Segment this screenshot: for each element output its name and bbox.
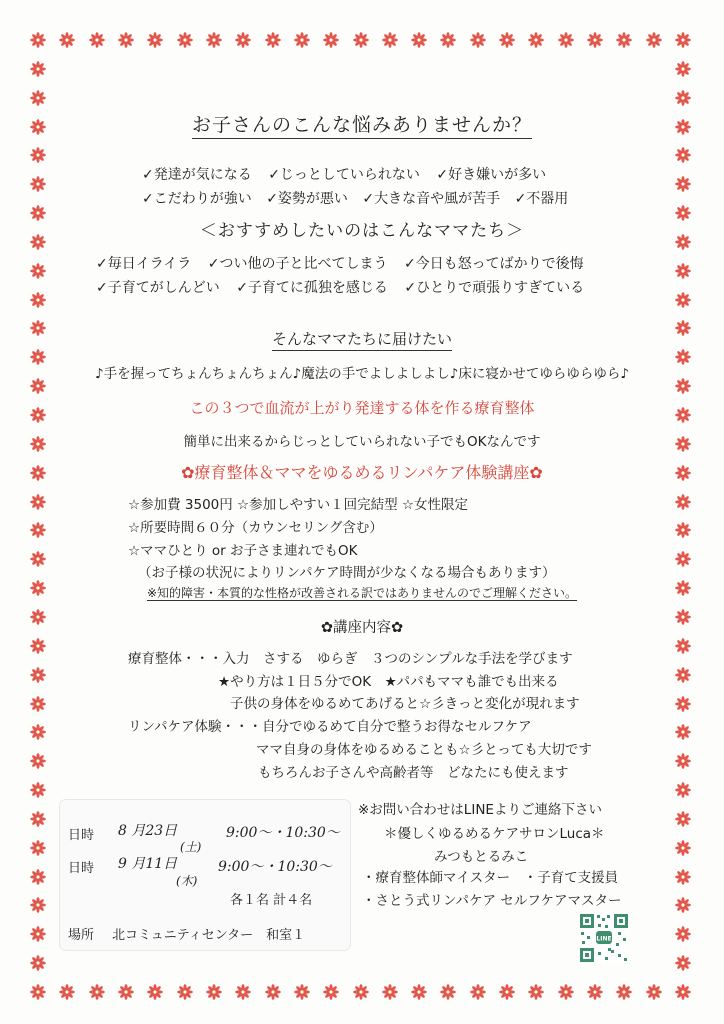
content-line: もちろんお子さんや高齢者等 どなたにも使えます xyxy=(258,765,569,781)
place-label: 場所 xyxy=(68,928,95,943)
mom-item: ✓つい他の子と比べてしまう xyxy=(207,256,388,272)
deliver-heading: そんなママたちに届けたい xyxy=(60,328,664,349)
flower-icon xyxy=(528,984,544,1000)
flower-icon xyxy=(675,32,691,48)
flower-icon xyxy=(30,465,46,481)
flower-icon xyxy=(675,90,691,106)
concern-row-2 xyxy=(142,188,568,208)
flower-icon xyxy=(675,349,691,365)
flower-icon xyxy=(89,984,105,1000)
flower-icon xyxy=(675,840,691,856)
flower-icon xyxy=(30,205,46,221)
content-line: ママ自身の身体をゆるめることも☆彡とっても大切です xyxy=(256,742,592,758)
mom-item: ✓毎日イライラ xyxy=(96,256,192,272)
concern-item: ✓じっとしていられない xyxy=(268,167,420,183)
flower-icon xyxy=(675,955,691,971)
flower-icon xyxy=(30,955,46,971)
flower-icon xyxy=(616,984,632,1000)
schedule-time-2: 9:00～・10:30～ xyxy=(218,859,332,875)
content-heading: ✿講座内容✿ xyxy=(320,620,404,636)
flower-icon xyxy=(675,782,691,798)
easy-line: 簡単に出来るからじっとしていられない子でもOKなんです xyxy=(183,434,541,450)
flower-icon xyxy=(147,984,163,1000)
flower-icon xyxy=(30,494,46,510)
flower-icon xyxy=(675,522,691,538)
qr-line-label: LINE xyxy=(596,935,612,943)
flower-icon xyxy=(675,638,691,654)
flower-icon xyxy=(411,984,427,1000)
flower-icon xyxy=(675,119,691,135)
flower-icon xyxy=(675,234,691,250)
flower-icon xyxy=(30,926,46,942)
flower-icon xyxy=(30,147,46,163)
place: 北コミュニティセンター 和室１ xyxy=(112,928,306,943)
flower-icon xyxy=(30,320,46,336)
page-title: お子さんのこんな悩みありませんか？ xyxy=(60,110,664,137)
concern-item: ✓好き嫌いが多い xyxy=(436,167,547,183)
flower-icon xyxy=(30,638,46,654)
flower-icon xyxy=(587,32,603,48)
flower-icon xyxy=(30,61,46,77)
flower-icon xyxy=(675,320,691,336)
contact-line: みつもとるみこ xyxy=(434,849,529,865)
contact-line: ・さとう式リンパケア セルフケアマスター xyxy=(362,893,622,909)
flower-icon xyxy=(675,551,691,567)
flower-icon xyxy=(675,609,691,625)
flower-icon xyxy=(30,782,46,798)
flower-icon xyxy=(30,724,46,740)
flower-icon xyxy=(89,32,105,48)
flower-icon xyxy=(30,436,46,452)
capacity: 各１名 計４名 xyxy=(230,893,313,908)
flower-icon xyxy=(177,984,193,1000)
flower-icon xyxy=(353,32,369,48)
flower-icon xyxy=(30,349,46,365)
flower-icon xyxy=(675,753,691,769)
flower-icon xyxy=(30,522,46,538)
flower-icon xyxy=(294,32,310,48)
schedule-day-2: (木) xyxy=(176,874,198,888)
flower-icon xyxy=(382,984,398,1000)
flower-icon xyxy=(147,32,163,48)
content-line: 療育整体・・・入力 さする ゆらぎ ３つのシンプルな手法を学びます xyxy=(128,651,573,667)
recommend-heading: ＜おすすめしたいのはこんなママたち＞ xyxy=(199,221,525,241)
flower-icon xyxy=(30,753,46,769)
flower-icon xyxy=(30,292,46,308)
flower-icon xyxy=(499,32,515,48)
concern-item: ✓姿勢が悪い xyxy=(266,191,348,207)
flower-icon xyxy=(30,32,46,48)
flower-icon xyxy=(675,263,691,279)
course-info-4: （お子様の状況によりリンパケア時間が少なくなる場合もあります） xyxy=(138,565,556,581)
flower-icon xyxy=(470,984,486,1000)
flower-icon xyxy=(499,984,515,1000)
highlight-red: この３つで血流が上がり発達する体を作る療育整体 xyxy=(189,399,535,417)
flower-icon xyxy=(675,667,691,683)
flower-icon xyxy=(675,897,691,913)
schedule-day-1: (土) xyxy=(180,840,202,854)
flower-icon xyxy=(528,32,544,48)
flower-icon xyxy=(30,551,46,567)
flower-icon xyxy=(30,667,46,683)
concern-item: ✓大きな音や風が苦手 xyxy=(362,191,501,207)
flower-icon xyxy=(118,32,134,48)
flower-icon xyxy=(616,32,632,48)
content-line: ★やり方は１日５分でOK ★パパもママも誰でも出来る xyxy=(218,674,559,690)
flower-icon xyxy=(265,984,281,1000)
flower-icon xyxy=(30,176,46,192)
flower-icon xyxy=(30,90,46,106)
contact-line: ＊優しくゆるめるケアサロンLuca＊ xyxy=(384,826,605,842)
flower-icon xyxy=(675,61,691,77)
concern-item: ✓不器用 xyxy=(514,191,569,207)
mom-item: ✓今日も怒ってばかりで後悔 xyxy=(403,256,584,272)
flower-icon xyxy=(675,696,691,712)
three-methods: ♪手を握ってちょんちょんちょん♪魔法の手でよしよしよし♪床に寝かせてゆらゆらゆら♪ xyxy=(95,366,629,382)
flower-icon xyxy=(177,32,193,48)
course-info-2: ☆所要時間６０分（カウンセリング含む） xyxy=(128,520,383,536)
flower-icon xyxy=(30,378,46,394)
mom-item: ✓ひとりで頑張りすぎている xyxy=(404,280,585,296)
flower-icon xyxy=(675,869,691,885)
schedule-date-1: 8 月23日 xyxy=(118,823,178,839)
flower-icon xyxy=(323,984,339,1000)
flower-icon xyxy=(30,840,46,856)
flower-icon xyxy=(382,32,398,48)
flower-icon xyxy=(675,984,691,1000)
mom-row-1 xyxy=(96,253,584,273)
concern-row-1 xyxy=(142,164,546,184)
flower-icon xyxy=(587,984,603,1000)
flower-icon xyxy=(675,494,691,510)
flower-icon xyxy=(440,984,456,1000)
schedule-label-1: 日時 xyxy=(68,828,95,843)
flower-icon xyxy=(675,811,691,827)
flower-icon xyxy=(206,32,222,48)
flower-icon xyxy=(440,32,456,48)
flower-icon xyxy=(30,811,46,827)
flower-icon xyxy=(675,465,691,481)
flower-icon xyxy=(675,292,691,308)
flower-icon xyxy=(30,234,46,250)
course-title: ✿療育整体＆ママをゆるめるリンパケア体験講座✿ xyxy=(181,463,543,482)
flower-icon xyxy=(470,32,486,48)
flower-icon xyxy=(265,32,281,48)
flower-icon xyxy=(30,869,46,885)
flower-icon xyxy=(675,724,691,740)
content-line: リンパケア体験・・・自分でゆるめて自分で整うお得なセルフケア xyxy=(128,719,532,735)
flower-icon xyxy=(558,32,574,48)
flower-icon xyxy=(675,205,691,221)
flower-icon xyxy=(675,580,691,596)
flower-icon xyxy=(353,984,369,1000)
flower-icon xyxy=(558,984,574,1000)
mom-row-2 xyxy=(96,277,584,297)
mom-item: ✓子育てがしんどい xyxy=(96,280,220,296)
flower-icon xyxy=(30,609,46,625)
flower-icon xyxy=(30,696,46,712)
flower-icon xyxy=(675,378,691,394)
flower-icon xyxy=(30,407,46,423)
concern-item: ✓発達が気になる xyxy=(142,167,252,183)
flower-icon xyxy=(235,32,251,48)
flower-icon xyxy=(675,436,691,452)
contact-line: ・療育整体師マイスター ・子育て支援員 xyxy=(362,870,619,886)
flower-icon xyxy=(675,926,691,942)
flower-icon xyxy=(294,984,310,1000)
content-line: 子供の身体をゆるめてあげると☆彡きっと変化が現れます xyxy=(230,696,580,712)
course-info-3: ☆ママひとり or お子さま連れでもOK xyxy=(128,543,358,559)
flower-icon xyxy=(675,407,691,423)
contact-line: ※お問い合わせはLINEよりご連絡下さい xyxy=(358,802,602,818)
flower-icon xyxy=(235,984,251,1000)
course-info-1: ☆参加費 3500円 ☆参加しやすい１回完結型 ☆女性限定 xyxy=(128,497,469,513)
flower-icon xyxy=(646,32,662,48)
flower-icon xyxy=(30,263,46,279)
flower-icon xyxy=(59,32,75,48)
flower-icon xyxy=(411,32,427,48)
flower-icon xyxy=(675,176,691,192)
flower-icon xyxy=(206,984,222,1000)
flower-icon xyxy=(646,984,662,1000)
flower-icon xyxy=(30,897,46,913)
flower-icon xyxy=(30,580,46,596)
schedule-time-1: 9:00～・10:30～ xyxy=(226,825,340,841)
flower-icon xyxy=(59,984,75,1000)
line-qr-code[interactable] xyxy=(578,912,630,964)
schedule-label-2: 日時 xyxy=(68,861,95,876)
mom-item: ✓子育てに孤独を感じる xyxy=(236,280,388,296)
flower-icon xyxy=(118,984,134,1000)
disclaimer: ※知的障害・本質的な性格が改善される訳ではありませんのでご理解ください。 xyxy=(146,586,578,600)
concern-item: ✓こだわりが強い xyxy=(142,191,252,207)
flower-icon xyxy=(675,147,691,163)
flower-icon xyxy=(30,119,46,135)
schedule-date-2: 9 月11日 xyxy=(118,856,178,872)
flower-icon xyxy=(30,984,46,1000)
flower-icon xyxy=(323,32,339,48)
